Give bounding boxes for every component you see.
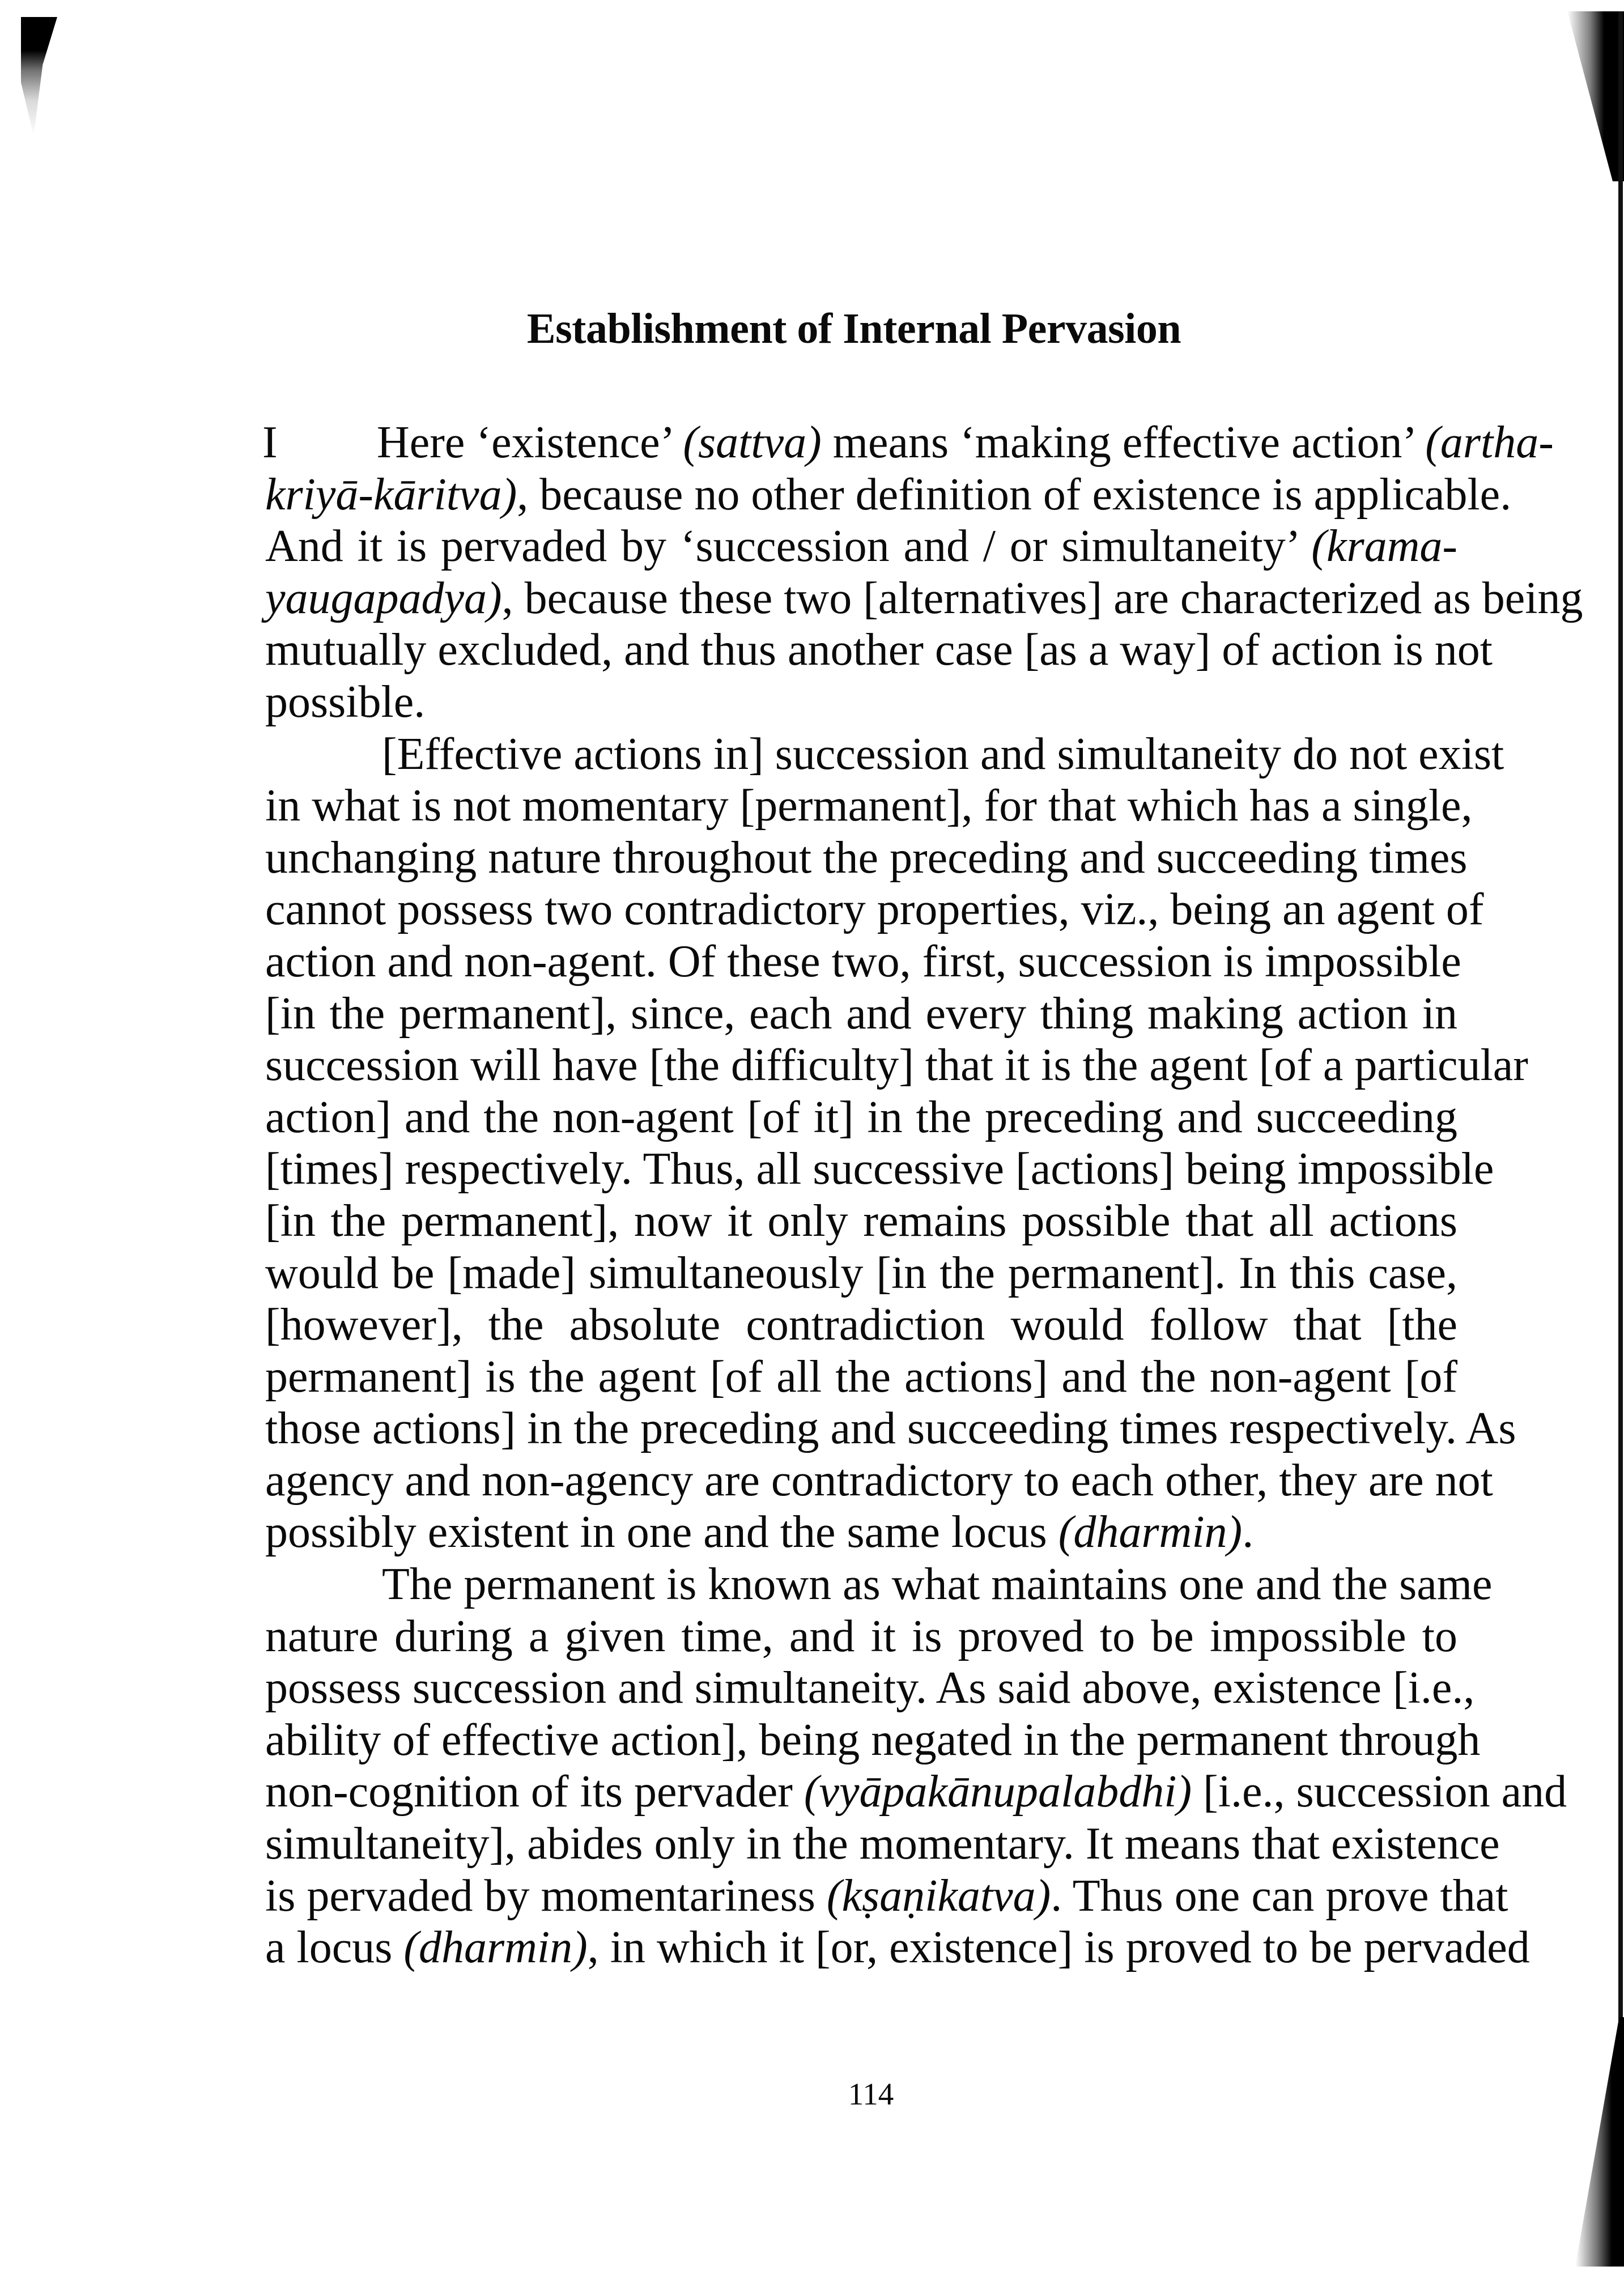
text-run: [in the permanent], now it only remains possible that all actions: [265, 1196, 1457, 1246]
text-line: [265, 1248, 1457, 1300]
text-line: [265, 1143, 1494, 1196]
text-run: possible.: [265, 677, 426, 727]
text-line: [265, 1092, 1457, 1144]
text-run: action] and the non-agent [of it] in the preceding and succeeding: [265, 1092, 1457, 1142]
page-title: Establishment of Internal Pervasion: [526, 305, 1181, 352]
text-line: [265, 1715, 1481, 1767]
text-run: cannot possess two contradictory properties, viz., being an agent of: [265, 885, 1484, 935]
text-line: [265, 1196, 1457, 1248]
sanskrit-term: (dharmin): [403, 1923, 588, 1973]
text-run: a locus: [265, 1923, 404, 1973]
text-run: action and non-agent. Of these two, first, succession is impossible: [265, 936, 1461, 987]
text-run: possibly existent in one and the same locus: [265, 1507, 1058, 1558]
text-line: [265, 1870, 1508, 1923]
sanskrit-term: (dharmin): [1058, 1507, 1243, 1558]
text-run: And it is pervaded by ‘succession and / or simultaneity’: [265, 521, 1312, 572]
text-run: agency and non-agency are contradictory to each other, they are not: [265, 1455, 1493, 1506]
text-line: [265, 1403, 1516, 1455]
text-run: ability of effective action], being negated in the permanent through: [265, 1715, 1481, 1765]
text-run: , in which it [or, existence] is proved to be pervaded: [587, 1923, 1530, 1973]
scan-shadow-top-left: [21, 17, 57, 136]
text-line: [265, 832, 1468, 885]
text-run: [times] respectively. Thus, all successive [actions] being impossible: [265, 1144, 1494, 1194]
text-run: .: [1242, 1507, 1254, 1558]
text-line: [265, 1766, 1567, 1818]
text-line: [262, 417, 1554, 469]
text-line: [265, 469, 1512, 521]
text-line: [265, 780, 1473, 832]
text-run: [however], the absolute contradiction would follow that [the: [265, 1300, 1457, 1350]
text-run: mutually excluded, and thus another case [as a way] of action is not: [265, 625, 1493, 675]
sanskrit-term: (krama-: [1311, 521, 1457, 572]
text-line: [265, 521, 1457, 573]
sanskrit-term: (artha-: [1425, 418, 1554, 467]
text-line: [265, 936, 1461, 988]
text-run: , because no other definition of existence is applicable.: [517, 469, 1512, 520]
text-run: means ‘making effective action’: [821, 418, 1426, 467]
text-line: [265, 1040, 1528, 1092]
text-run: unchanging nature throughout the preceding and succeeding times: [265, 832, 1468, 883]
scan-shadow-top-right: [1567, 11, 1624, 181]
text-run: possess succession and simultaneity. As said above, existence [i.e.,: [265, 1663, 1475, 1714]
paragraph: [262, 417, 1583, 729]
text-line: [265, 1351, 1457, 1404]
section-number: I: [262, 418, 278, 467]
text-line: [265, 677, 1457, 729]
text-line: [265, 988, 1457, 1040]
text-run: would be [made] simultaneously [in the permanent]. In this case,: [265, 1248, 1457, 1298]
sanskrit-term: (kṣaṇikatva): [826, 1870, 1051, 1921]
text-run: Here ‘existence’: [377, 418, 683, 467]
text-run: non-cognition of its pervader: [265, 1767, 804, 1817]
sanskrit-term: kriyā-kāritva): [265, 469, 517, 520]
sanskrit-term: yaugapadya): [265, 573, 502, 623]
sanskrit-term: (vyāpakānupalabdhi): [804, 1767, 1192, 1817]
text-run: , because these two [alternatives] are characterized as being: [501, 573, 1583, 623]
text-run: . Thus one can prove that: [1051, 1870, 1508, 1921]
sanskrit-term: (sattva): [683, 418, 822, 467]
text-line: [265, 573, 1583, 625]
text-run: The permanent is known as what maintains one and the same: [382, 1559, 1493, 1610]
text-run: [Effective actions in] succession and simultaneity do not exist: [382, 729, 1504, 779]
text-run: [i.e., succession and: [1192, 1767, 1567, 1817]
body-text: [262, 417, 1583, 1974]
text-line: [265, 884, 1484, 936]
paragraph: [265, 729, 1528, 1559]
text-run: is pervaded by momentariness: [265, 1870, 827, 1921]
text-run: nature during a given time, and it is proved to be impossible to: [265, 1611, 1457, 1661]
scan-shadow-bottom-right: [1575, 2017, 1624, 2267]
text-line: [265, 1299, 1457, 1351]
text-run: those actions] in the preceding and succeeding times respectively. As: [265, 1404, 1516, 1454]
text-line: [265, 1663, 1475, 1715]
page-number: 114: [848, 2077, 894, 2111]
text-line: [265, 1922, 1530, 1974]
text-line: [265, 729, 1504, 781]
text-run: succession will have [the difficulty] that it is the agent [of a particular: [265, 1040, 1528, 1091]
paragraph: [265, 1559, 1567, 1974]
text-run: in what is not momentary [permanent], for that which has a single,: [265, 781, 1473, 831]
text-line: [265, 1507, 1457, 1559]
text-line: [265, 1611, 1457, 1663]
text-line: [265, 624, 1493, 677]
text-line: [265, 1455, 1493, 1507]
text-run: simultaneity], abides only in the momentary. It means that existence: [265, 1819, 1500, 1869]
text-line: [265, 1818, 1500, 1870]
text-run: permanent] is the agent [of all the actions] and the non-agent [of: [265, 1351, 1457, 1402]
text-line: [265, 1559, 1493, 1611]
text-run: [in the permanent], since, each and every thing making action in: [265, 988, 1457, 1039]
